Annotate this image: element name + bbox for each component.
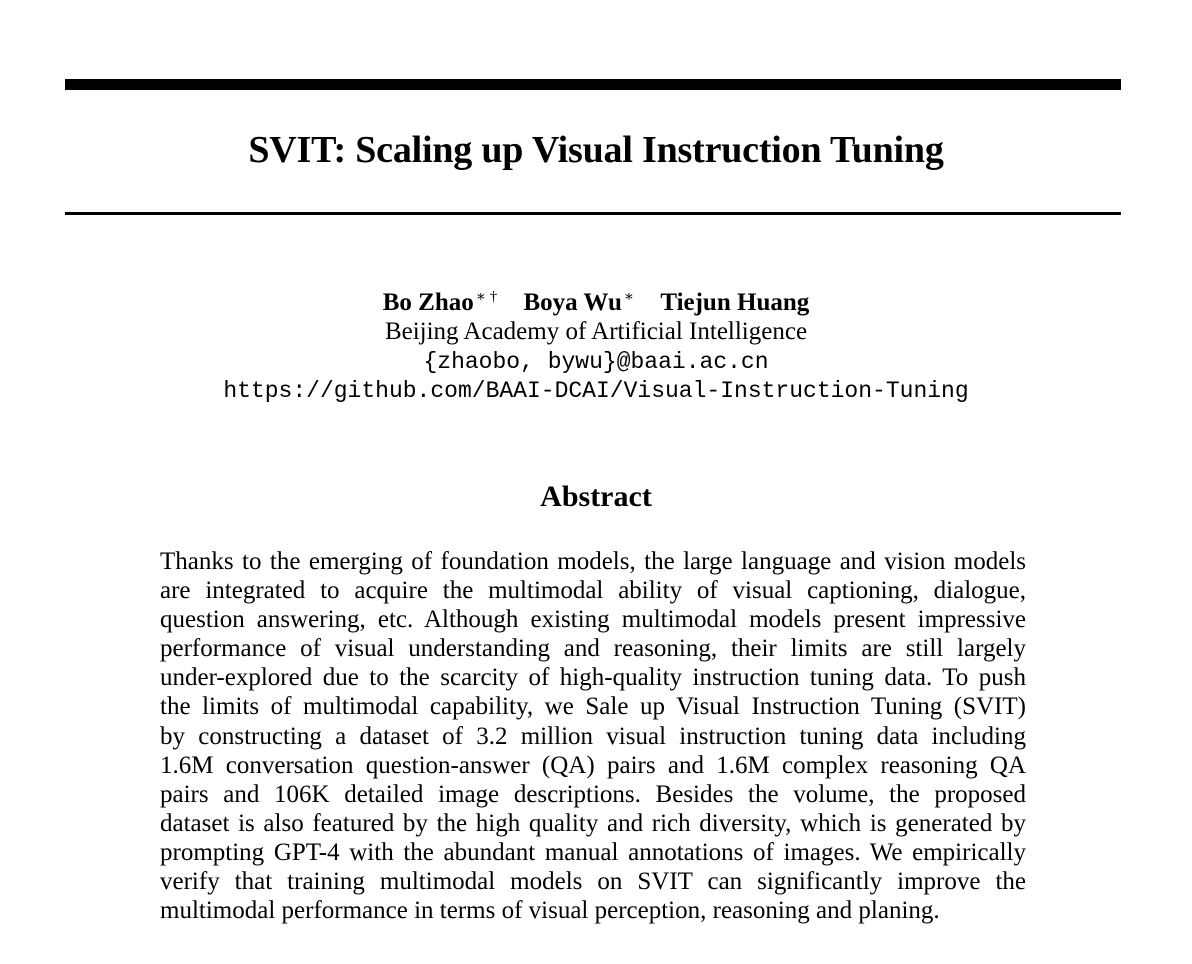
author: Boya Wu ∗ — [523, 289, 635, 316]
author-footnote-marks: ∗ † — [475, 289, 498, 305]
top-thick-rule — [65, 79, 1121, 90]
abstract-line: are integrated to acquire the multimodal ability of visual captioning, dialogue, — [160, 577, 1026, 605]
abstract-line: Thanks to the emerging of foundation models, the large language and vision models — [160, 548, 1026, 575]
abstract-line: by constructing a dataset of 3.2 million visual instruction tuning data including — [160, 722, 1026, 750]
abstract-line: multimodal performance in terms of visual perception, reasoning and planing. — [160, 897, 940, 925]
abstract-heading: Abstract — [540, 480, 652, 513]
abstract-line: verify that training multimodal models on SVIT can significantly improve the — [160, 868, 1026, 896]
abstract-line: question answering, etc. Although existing multimodal models present impressive — [160, 606, 1026, 634]
author-list — [0, 287, 1192, 317]
author: Tiejun Huang — [660, 289, 810, 316]
abstract-line: under-explored due to the scarcity of high-quality instruction tuning data. To push — [160, 664, 1026, 692]
abstract-body — [160, 547, 1026, 925]
abstract-line: performance of visual understanding and reasoning, their limits are still largely — [160, 635, 1026, 663]
affiliation: Beijing Academy of Artificial Intelligence — [384, 318, 808, 345]
abstract-line: pairs and 106K detailed image descriptions. Besides the volume, the proposed — [160, 780, 1026, 808]
author-footnote-marks: ∗ — [623, 289, 635, 305]
abstract-line: the limits of multimodal capability, we Sale up Visual Instruction Tuning (SVIT) — [160, 693, 1026, 721]
paper-title: SVIT: Scaling up Visual Instruction Tuning — [248, 129, 944, 171]
abstract-line: dataset is also featured by the high quality and rich diversity, which is generated by — [160, 809, 1026, 837]
abstract-line: prompting GPT-4 with the abundant manual annotations of images. We empirically — [160, 838, 1026, 866]
author: Bo Zhao ∗ † — [382, 289, 498, 316]
abstract-line: 1.6M conversation question-answer (QA) pairs and 1.6M complex reasoning QA — [160, 751, 1026, 779]
title-bottom-rule — [65, 212, 1121, 215]
project-url[interactable]: https://github.com/BAAI-DCAI/Visual-Instruction-Tuning — [223, 378, 969, 404]
author-email: {zhaobo, bywu}@baai.ac.cn — [423, 349, 769, 375]
